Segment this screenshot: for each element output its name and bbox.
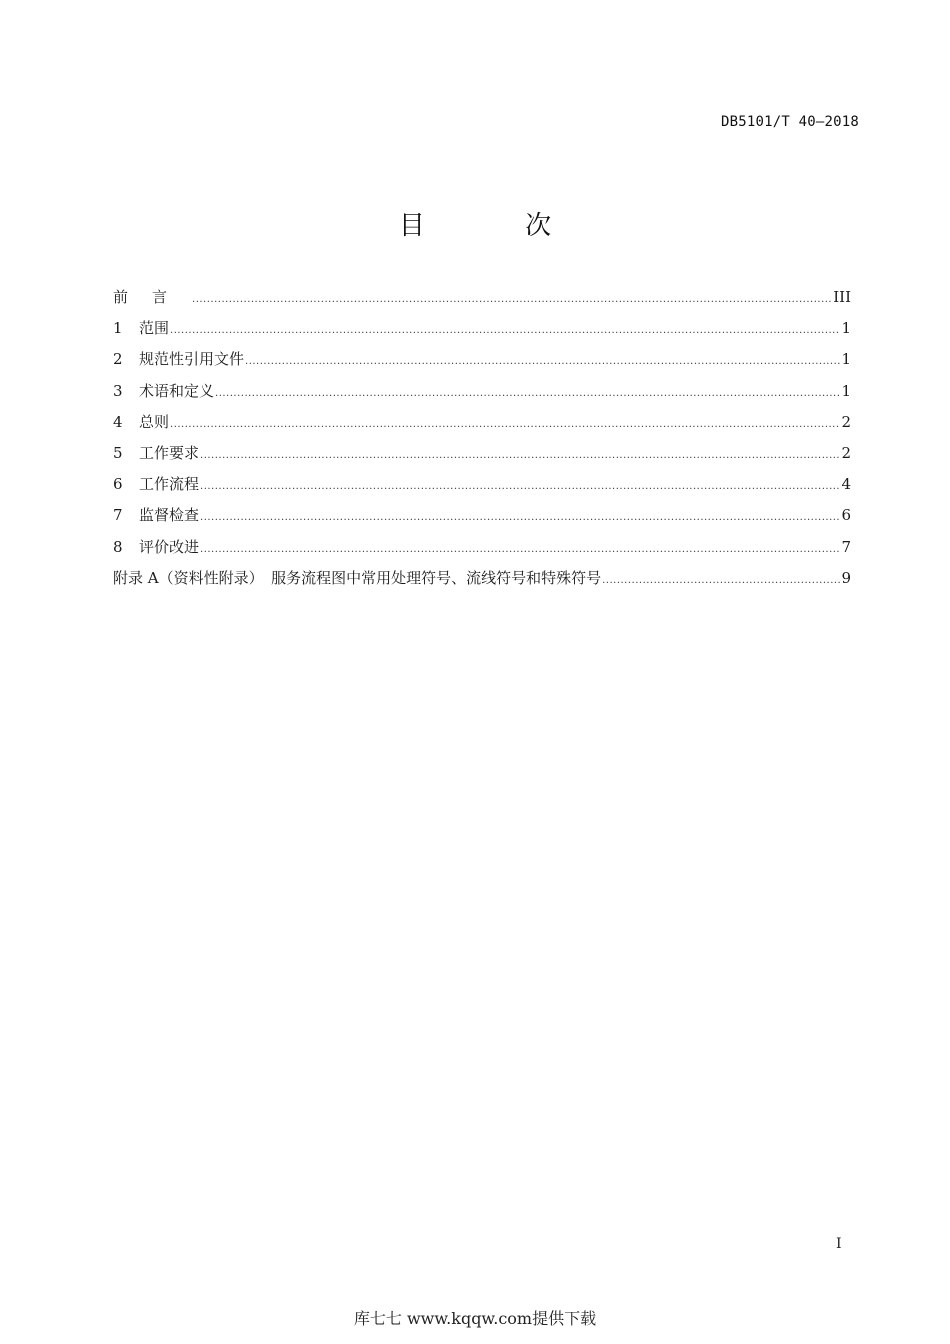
toc-entry-number: 2 [113, 350, 123, 369]
toc-entry-scope[interactable] [113, 316, 851, 347]
toc-entry-number: 5 [113, 443, 123, 462]
toc-entry-normative-references[interactable] [113, 347, 851, 378]
toc-dot-leader [602, 569, 840, 593]
toc-dot-leader [200, 506, 840, 530]
toc-entry-general[interactable] [113, 410, 851, 441]
toc-entry-appendix-a[interactable] [113, 566, 851, 597]
toc-entry-label: 规范性引用文件 [139, 350, 245, 369]
toc-entry-page: III [833, 288, 851, 306]
toc-entry-label: 前言 [113, 288, 192, 306]
toc-entry-page: 7 [841, 537, 851, 556]
toc-entry-number: 6 [113, 475, 123, 494]
toc-entry-label: 范围 [139, 319, 170, 338]
toc-entry-evaluation[interactable] [113, 535, 851, 566]
toc-entry-page: 1 [841, 381, 851, 400]
toc-dot-leader [170, 413, 840, 437]
download-source-footer: 库七七 www.kqqw.com提供下载 [353, 1309, 597, 1328]
toc-entry-label: 总则 [139, 412, 170, 431]
toc-dot-leader [192, 288, 832, 312]
toc-entry-label: 评价改进 [139, 537, 200, 556]
toc-entry-page: 9 [841, 568, 851, 587]
toc-entry-label: 工作流程 [139, 475, 200, 494]
table-of-contents [113, 285, 851, 597]
toc-entry-work-process[interactable] [113, 472, 851, 503]
toc-dot-leader [200, 538, 840, 562]
toc-dot-leader [170, 319, 840, 343]
toc-entry-page: 1 [841, 350, 851, 369]
toc-entry-supervision[interactable] [113, 503, 851, 534]
toc-entry-number: 3 [113, 381, 123, 400]
toc-dot-leader [215, 382, 840, 406]
toc-entry-page: 6 [841, 506, 851, 525]
toc-dot-leader [200, 475, 840, 499]
toc-entry-label: 附录 A（资料性附录） 服务流程图中常用处理符号、流线符号和特殊符号 [113, 568, 602, 587]
toc-entry-terms-definitions[interactable] [113, 379, 851, 410]
toc-entry-number: 7 [113, 506, 123, 525]
toc-dot-leader [245, 350, 840, 374]
page-number: I [836, 1236, 842, 1252]
toc-entry-number: 1 [113, 319, 123, 338]
toc-entry-page: 4 [841, 475, 851, 494]
standard-code: DB5101/T 40—2018 [720, 114, 859, 130]
toc-entry-label: 术语和定义 [139, 381, 215, 400]
toc-entry-number: 4 [113, 412, 123, 431]
toc-entry-label: 工作要求 [139, 443, 200, 462]
toc-entry-page: 2 [841, 443, 851, 462]
toc-entry-page: 1 [841, 319, 851, 338]
toc-entry-foreword[interactable] [113, 285, 851, 316]
toc-entry-number: 8 [113, 537, 123, 556]
toc-entry-page: 2 [841, 412, 851, 431]
toc-entry-work-requirements[interactable] [113, 441, 851, 472]
page-title: 目 次 [398, 211, 598, 241]
toc-dot-leader [200, 444, 840, 468]
toc-entry-label: 监督检查 [139, 506, 200, 525]
